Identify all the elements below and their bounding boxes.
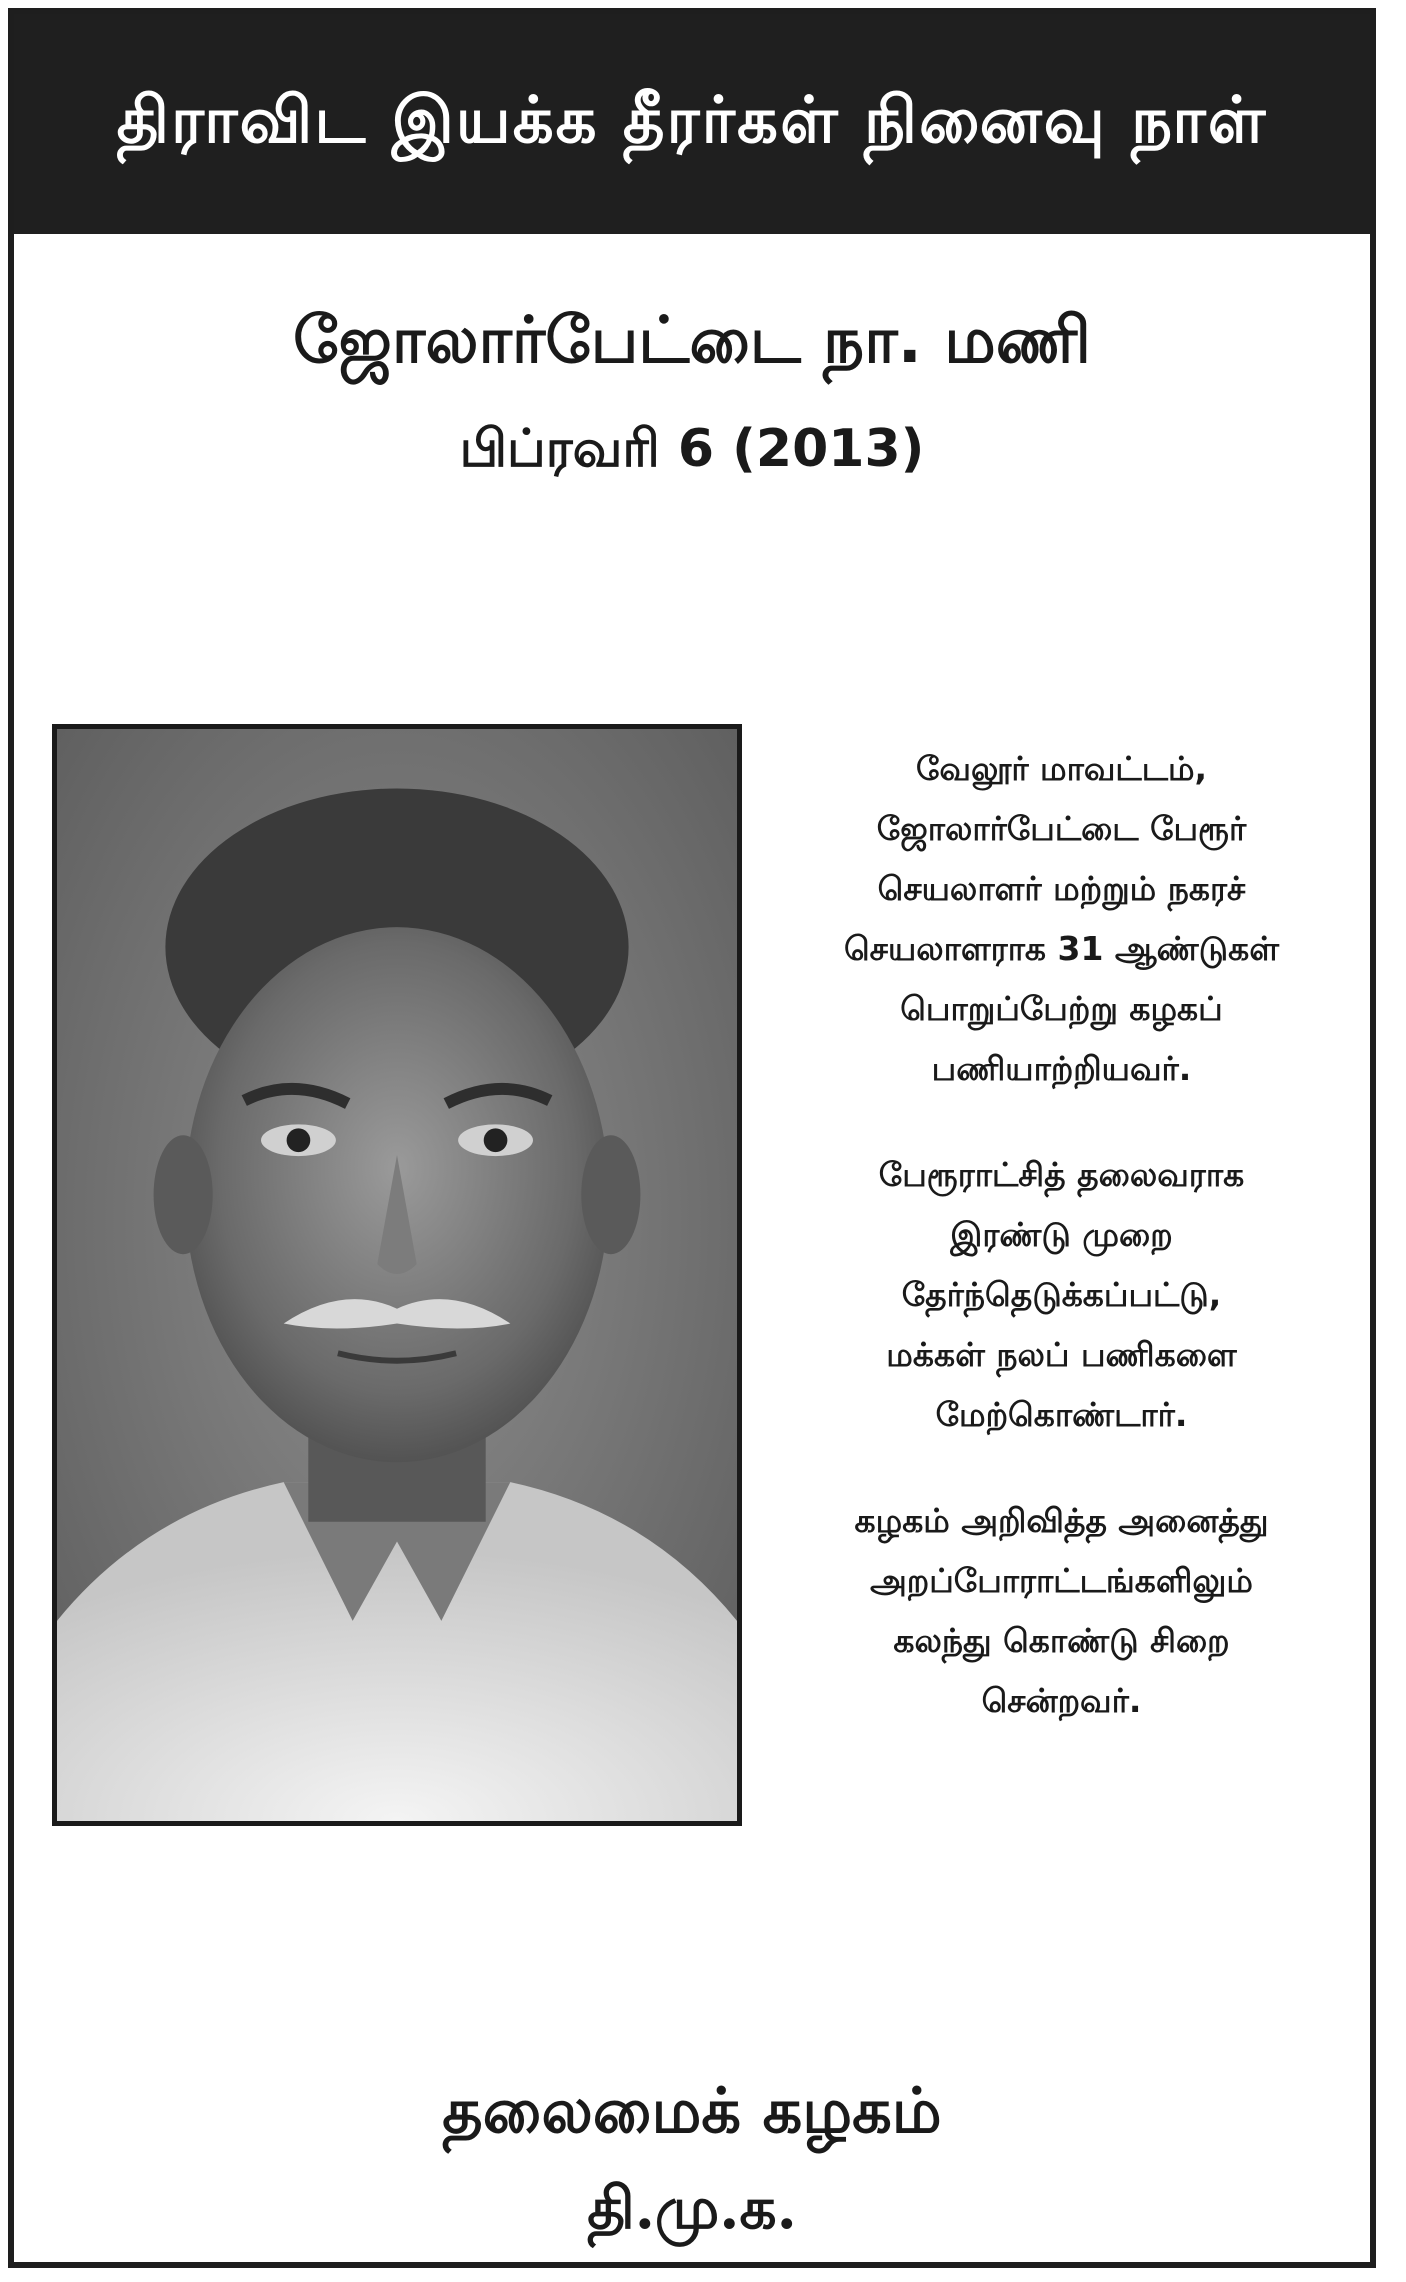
bio-line: செயலாளராக 31 ஆண்டுகள்	[843, 929, 1280, 968]
bio-line: பொறுப்பேற்று கழகப்	[900, 989, 1223, 1028]
portrait-image	[57, 729, 737, 1821]
biography	[764, 739, 1359, 1777]
bio-line: வேலூர் மாவட்டம்,	[915, 749, 1208, 788]
bio-line: பேரூராட்சித் தலைவராக	[878, 1155, 1245, 1194]
bio-line: ஜோலார்பேட்டை பேரூர்	[876, 809, 1247, 848]
portrait-photo	[52, 724, 742, 1826]
bio-line: கலந்து கொண்டு சிறை	[893, 1621, 1230, 1660]
bio-paragraph-2	[764, 1145, 1359, 1445]
bio-paragraph-3	[764, 1491, 1359, 1731]
memorial-notice	[8, 8, 1376, 2268]
memorial-date: பிப்ரவரி 6 (2013)	[459, 419, 925, 479]
bio-line: கழகம் அறிவித்த அனைத்து	[854, 1501, 1269, 1540]
bio-line: பணியாற்றியவர்.	[931, 1049, 1192, 1088]
footer-organization: தலைமைக் கழகம்	[442, 2074, 942, 2147]
bio-line: இரண்டு முறை	[950, 1215, 1173, 1254]
bio-line: தேர்ந்தெடுக்கப்பட்டு,	[901, 1275, 1222, 1314]
bio-line: செயலாளர் மற்றும் நகரச்	[877, 869, 1246, 908]
bio-line: அறப்போராட்டங்களிலும்	[870, 1561, 1253, 1600]
bio-line: மக்கள் நலப் பணிகளை	[886, 1335, 1237, 1374]
bio-line: மேற்கொண்டார்.	[935, 1395, 1188, 1434]
header-banner	[14, 14, 1370, 234]
footer-party: தி.மு.க.	[587, 2174, 797, 2242]
bio-line: சென்றவர்.	[981, 1681, 1142, 1720]
person-name: ஜோலார்பேட்டை நா. மணி	[293, 304, 1091, 378]
header-title: திராவிட இயக்க தீரர்கள் நினைவு நாள்	[116, 82, 1268, 158]
bio-paragraph-1	[764, 739, 1359, 1099]
